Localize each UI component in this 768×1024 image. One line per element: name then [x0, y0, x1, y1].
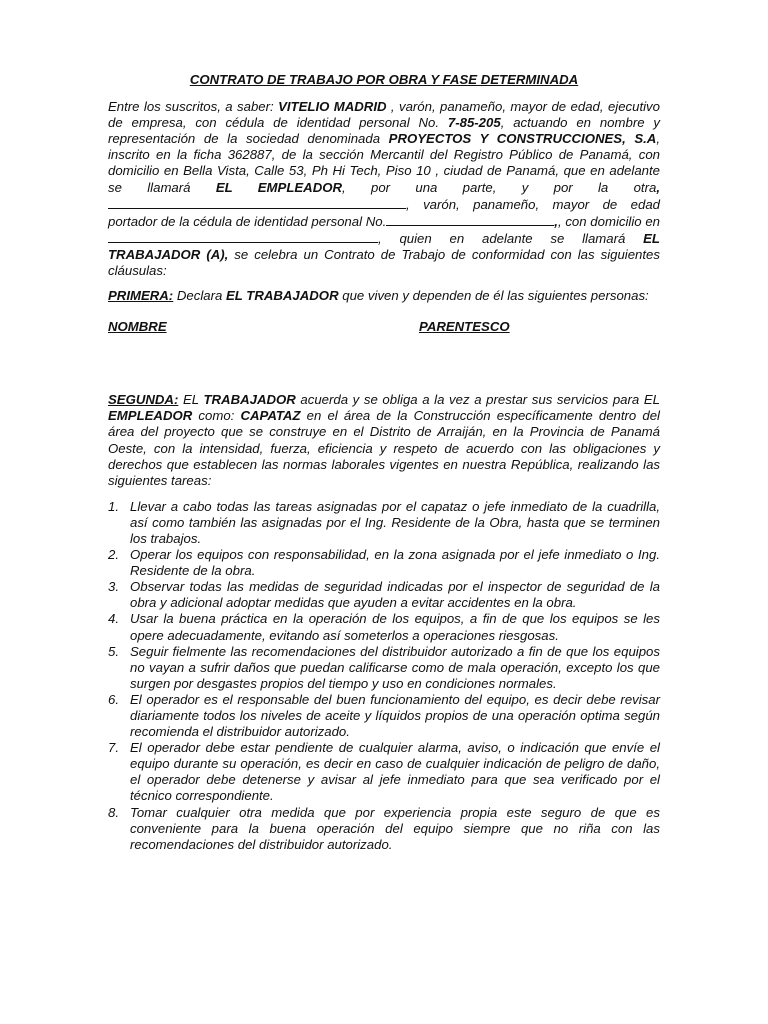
clause-segunda-heading: SEGUNDA:: [108, 392, 179, 408]
list-item: 4. Usar la buena práctica en la operación de los equipos, a fin de que los equipos se les opere adecuadamente, evitando así someterlos a operaciones riesgosas.: [108, 611, 660, 643]
list-item: 3. Observar todas las medidas de seguridad indicadas por el inspector de seguridad de la obra y adicional adoptar medidas que ayuden a evitar accidentes en la obra.: [108, 579, 660, 611]
list-item: 1. Llevar a cabo todas las tareas asignadas por el capataz o jefe inmediato de la cuadrilla, así como también las asignadas por el Ing. Residente de la Obra, hasta que se terminen los trabajos.: [108, 498, 660, 546]
worker-address-blank[interactable]: [108, 230, 378, 243]
worker-name-blank[interactable]: [108, 196, 406, 209]
column-header-relation: PARENTESCO: [419, 319, 510, 335]
clause-segunda: SEGUNDA: EL TRABAJADOR acuerda y se obliga a la vez a prestar sus servicios para EL EMPLEADOR como: CAPATAZ en el área de la Construcción específicamente dentro del área del proyecto que se construye en el Distrito de Arraiján, en la Provincia de Panamá Oeste, con la intensidad, fuerza, eficiencia y respeto de acuerdo con las obligaciones y derechos que establecen las normas laborales vigentes en nuestra República, realizando las siguientes tareas:: [108, 392, 660, 488]
worker-label: EL TRABAJADOR: [226, 288, 339, 304]
employer-label: EL EMPLEADOR: [215, 179, 342, 195]
list-item: 5. Seguir fielmente las recomendaciones del distribuidor autorizado a fin de que los equipos no vayan a sufrir daños que puedan calificarse como de mala operación, excepto los que surgen por desgastes propios del tiempo y uso en condiciones normales.: [108, 643, 660, 691]
intro-paragraph: Entre los suscritos, a saber: VITELIO MADRID , varón, panameño, mayor de edad, ejecutivo de empresa, con cédula de identidad personal No. 7-85-205, actuando en nombre y representación de la sociedad denominada PROYECTOS Y CONSTRUCCIONES, S.A, inscrito en la ficha 362887, de la sección Mercantil del Registro Público de Panamá, con domicilio en Bella Vista, Calle 53, Ph Hi Tech, Piso 10 , ciudad de Panamá, que en adelante se llamará EL EMPLEADOR, por una parte, y por la otra, , varón, panameño, mayor de edad portador de la cédula de identidad personal No. ,, con domicilio en , quien en adelante se llamará EL TRABAJADOR (A), se celebra un Contrato de Trabajo de conformidad con las siguientes cláusulas:: [108, 99, 661, 279]
worker-id-blank[interactable]: [386, 213, 554, 226]
dependents-header: [108, 319, 660, 337]
list-item: 6. El operador es el responsable del buen funcionamiento del equipo, es decir debe revisar diariamente todos los niveles de aceite y líquidos propios de una operación optima según recomienda el distribuidor autorizado.: [108, 691, 660, 740]
worker-label: EL TRABAJADOR (A),: [108, 230, 660, 262]
dependents-list-area: [108, 337, 660, 392]
clause-primera-heading: PRIMERA:: [108, 288, 174, 304]
list-item: 2. Operar los equipos con responsabilidad, en la zona asignada por el jefe inmediato o Ing. Residente de la obra.: [108, 547, 660, 579]
job-role: CAPATAZ: [240, 408, 301, 424]
task-list: [108, 499, 660, 853]
document-title: CONTRATO DE TRABAJO POR OBRA Y FASE DETERMINADA: [189, 72, 579, 87]
list-item: 8. Tomar cualquier otra medida que por experiencia propia este seguro de que es conveniente para la buena operación del equipo siempre que no riña con las recomendaciones del distribuidor autorizado.: [108, 804, 660, 852]
employer-representative-name: VITELIO MADRID: [278, 99, 387, 115]
representative-id-number: 7-85-205: [447, 115, 501, 131]
clause-primera: PRIMERA: Declara EL TRABAJADOR que viven y dependen de él las siguientes personas:: [108, 288, 649, 304]
company-name: PROYECTOS Y CONSTRUCCIONES, S.A: [388, 131, 657, 147]
column-header-name: NOMBRE: [108, 319, 167, 335]
list-item: 7. El operador debe estar pendiente de cualquier alarma, aviso, o indicación que envíe el equipo durante su operación, es decir en caso de cualquier indicación de peligro de daño, el operador debe detenerse y avisar al jefe inmediato para que sea verificado por el técnico correspondiente.: [108, 740, 660, 804]
